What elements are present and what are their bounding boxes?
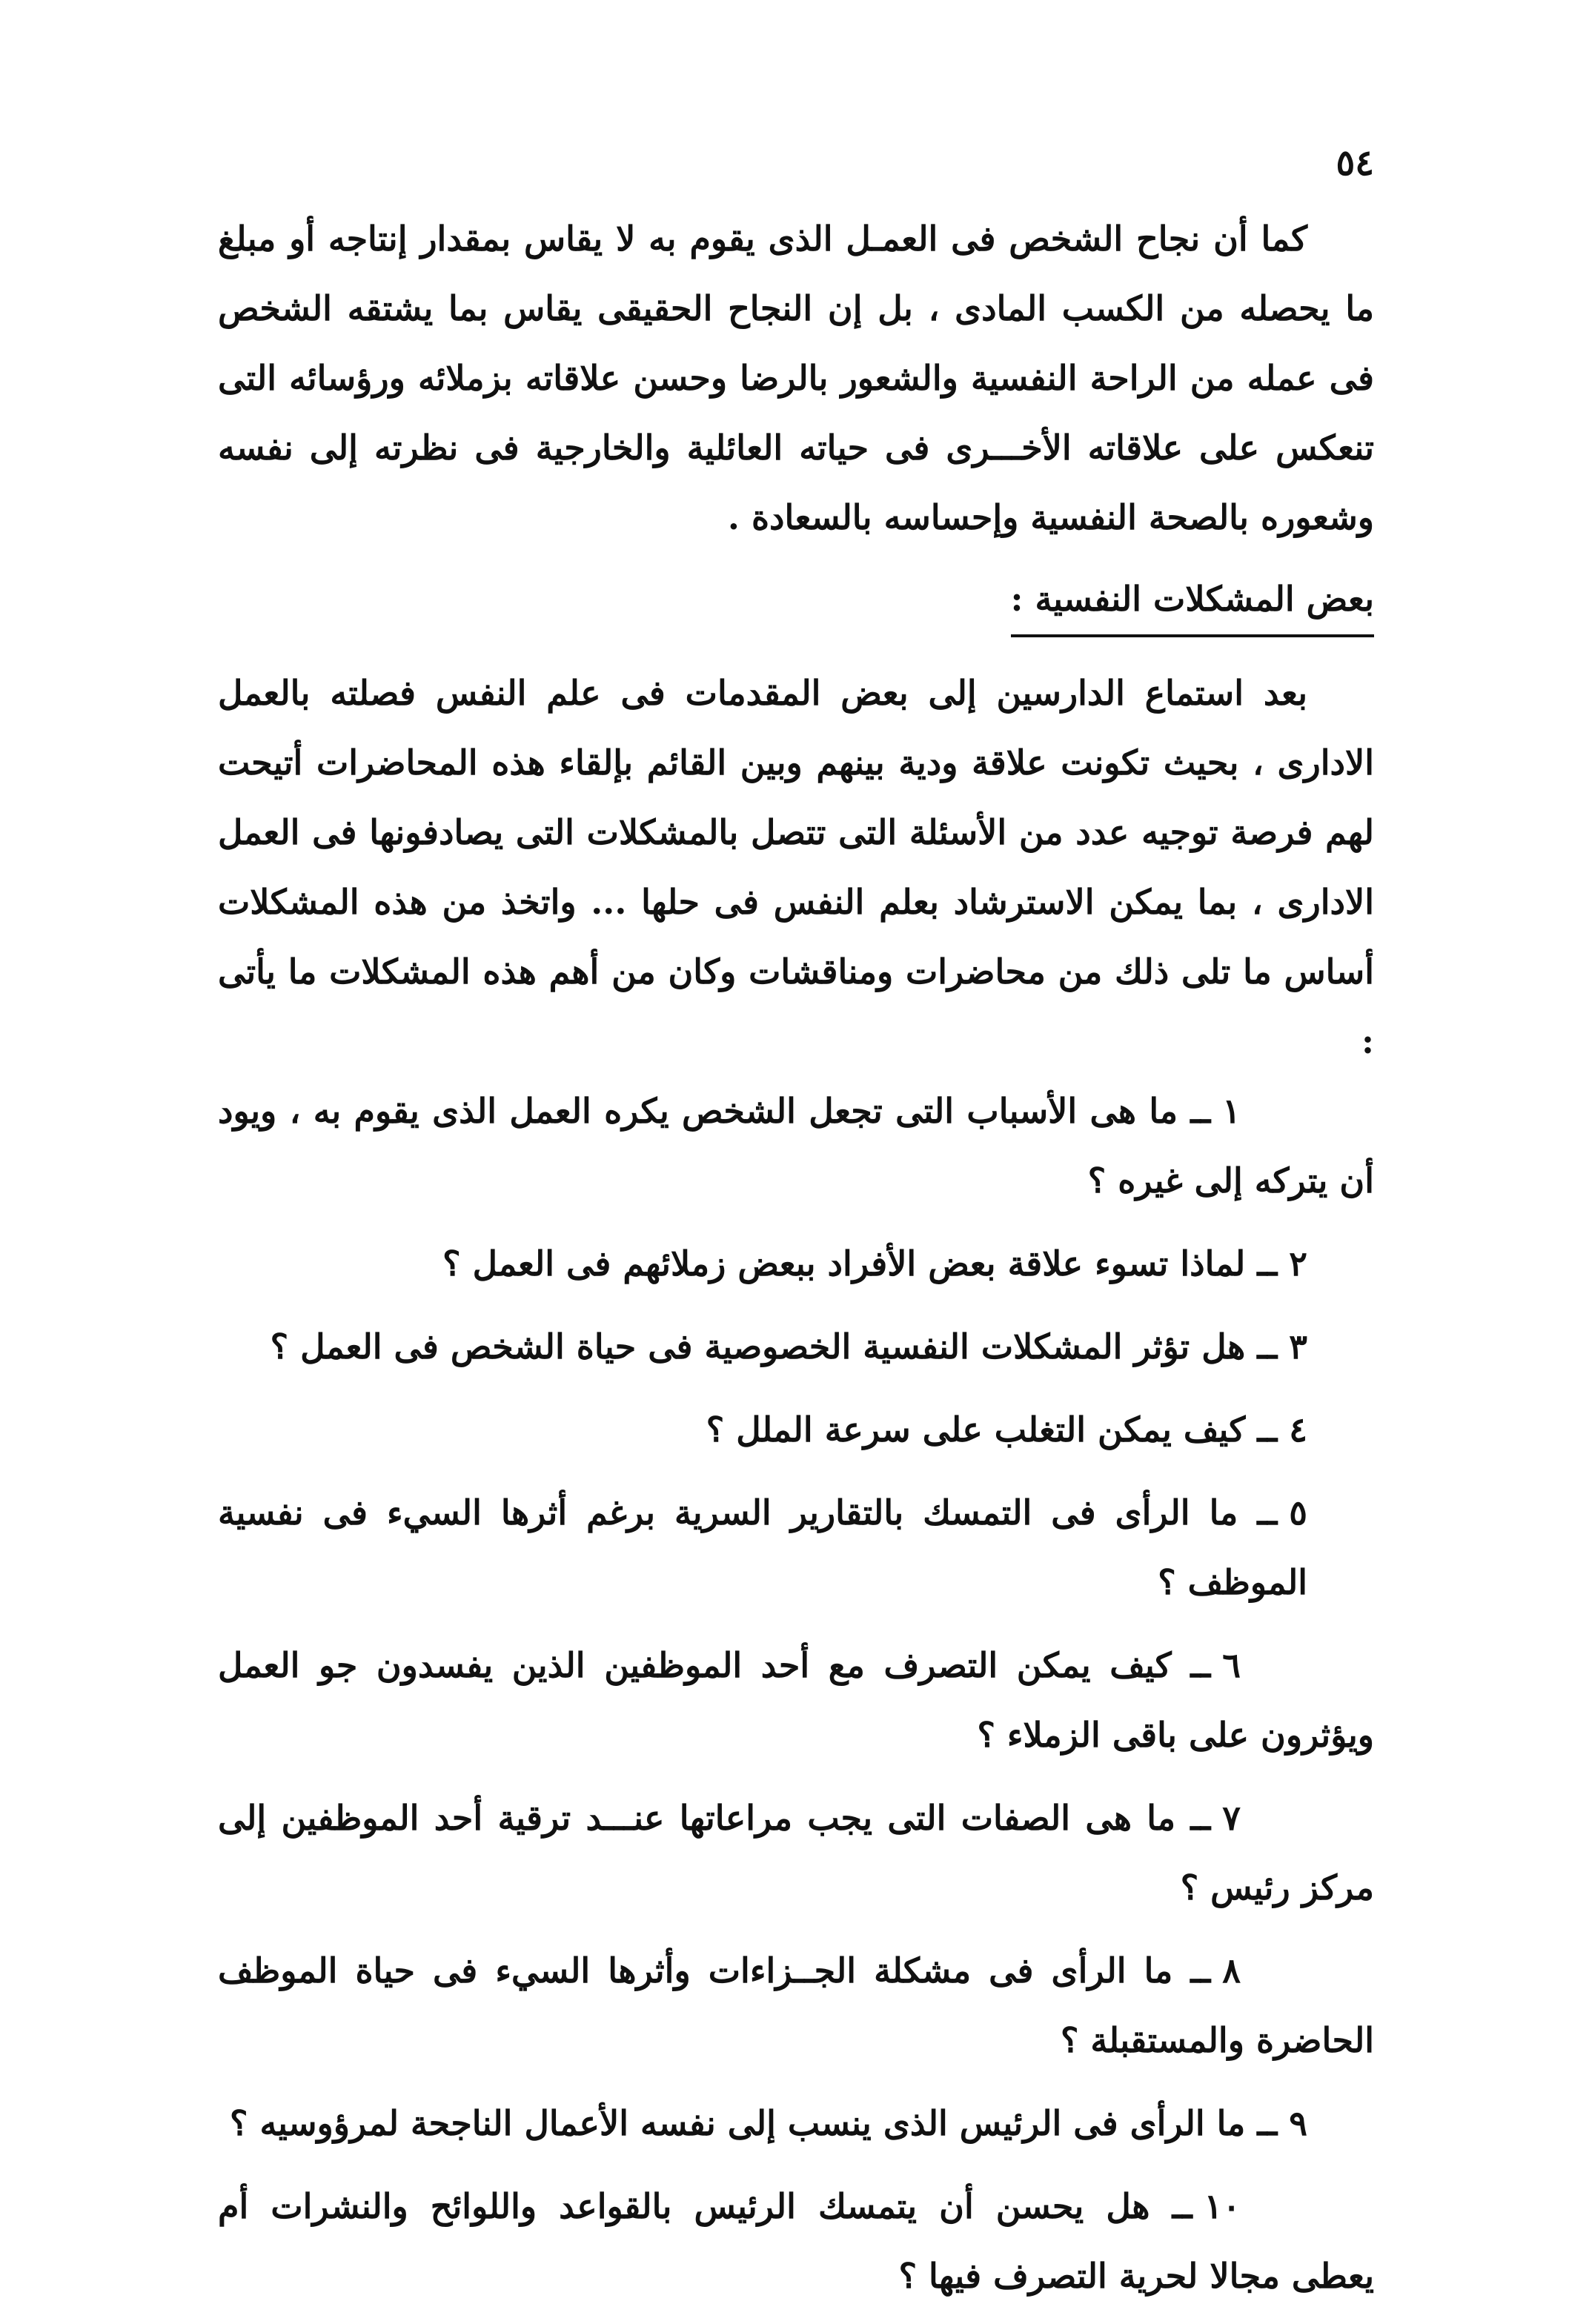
intro-paragraph: بعد استماع الدارسين إلى بعض المقدمات فى علم النفس فصلته بالعمل الادارى ، بحيث تكونت علاقة ودية بينهم وبين القائم بإلقاء هذه المحاضرات أتيحت لهم فرصة توجيه عدد من الأسئلة التى تتصل بالمشكلات التى يصادفونها فى العمل الادارى ، بما يمكن الاسترشاد بعلم النفس فى حلها ... واتخذ من هذه المشكلات أساس ما تلى ذلك من محاضرات ومناقشات وكان من أهم هذه المشكلات ما يأتى : bbox=[218, 673, 1374, 1061]
list-item bbox=[218, 2171, 1374, 2311]
question-number: ١ ــ bbox=[1190, 1091, 1241, 1131]
question-number: ٩ ــ bbox=[1257, 2103, 1307, 2143]
question-number: ٤ ــ bbox=[1257, 1410, 1307, 1450]
list-item bbox=[218, 1395, 1374, 1464]
question-text: هل يحسن أن يتمسك الرئيس بالقواعد واللوائح والنشرات أم يعطى مجالا لحرية التصرف فيها ؟ bbox=[218, 2186, 1374, 2296]
question-text: ما الرأى فى مشكلة الجــزاءات وأثرها السيء فى حياة الموظف الحاضرة والمستقبلة ؟ bbox=[218, 1950, 1374, 2060]
section-heading: بعض المشكلات النفسية : bbox=[1011, 566, 1374, 637]
section-heading-wrap bbox=[218, 564, 1374, 637]
question-number: ٦ ــ bbox=[1190, 1645, 1241, 1685]
list-item bbox=[218, 1783, 1374, 1922]
questions-list bbox=[218, 1076, 1374, 2311]
list-item bbox=[218, 1076, 1374, 1215]
list-item bbox=[218, 1936, 1374, 2075]
question-number: ٣ ــ bbox=[1257, 1327, 1307, 1367]
question-text: ما هى الصفات التى يجب مراعاتها عنـــد ترقية أحد الموظفين إلى مركز رئيس ؟ bbox=[218, 1798, 1374, 1908]
list-item bbox=[218, 2088, 1374, 2158]
question-number: ٧ ــ bbox=[1190, 1798, 1241, 1838]
list-item bbox=[218, 1630, 1374, 1770]
list-item bbox=[218, 1478, 1374, 1617]
question-number: ٨ ــ bbox=[1190, 1950, 1241, 1991]
question-text: ما الرأى فى التمسك بالتقارير السرية برغم أثرها السيء فى نفسية الموظف ؟ bbox=[218, 1493, 1307, 1602]
question-number: ٢ ــ bbox=[1257, 1244, 1307, 1284]
question-text: لماذا تسوء علاقة بعض الأفراد ببعض زملائهم فى العمل ؟ bbox=[442, 1244, 1246, 1284]
question-number: ١٠ ــ bbox=[1172, 2186, 1241, 2226]
question-text: كيف يمكن التصرف مع أحد الموظفين الذين يفسدون جو العمل ويؤثرون على باقى الزملاء ؟ bbox=[218, 1645, 1374, 1755]
opening-paragraph: كما أن نجاح الشخص فى العمـل الذى يقوم به لا يقاس بمقدار إنتاجه أو مبلغ ما يحصله من الكسب المادى ، بل إن النجاح الحقيقى يقاس بما يشتقه الشخص فى عمله من الراحة النفسية والشعور بالرضا وحسن علاقاته بزملائه ورؤسائه التى تنعكس على علاقاته الأخـــرى فى حياته العائلية والخارجية فى نظرته إلى نفسه وشعوره بالصحة النفسية وإحساسه بالسعادة . bbox=[218, 219, 1374, 537]
question-text: كيف يمكن التغلب على سرعة الملل ؟ bbox=[706, 1410, 1246, 1450]
question-text: ما الرأى فى الرئيس الذى ينسب إلى نفسه الأعمال الناجحة لمرؤوسيه ؟ bbox=[230, 2103, 1246, 2143]
question-text: ما هى الأسباب التى تجعل الشخص يكره العمل الذى يقوم به ، ويود أن يتركه إلى غيره ؟ bbox=[218, 1091, 1374, 1201]
list-item bbox=[218, 1229, 1374, 1298]
list-item bbox=[218, 1312, 1374, 1381]
page-number: ٥٤ bbox=[1336, 142, 1374, 184]
question-text: هل تؤثر المشكلات النفسية الخصوصية فى حياة الشخص فى العمل ؟ bbox=[270, 1327, 1246, 1367]
question-number: ٥ ــ bbox=[1257, 1493, 1307, 1533]
page-content bbox=[218, 204, 1374, 2324]
